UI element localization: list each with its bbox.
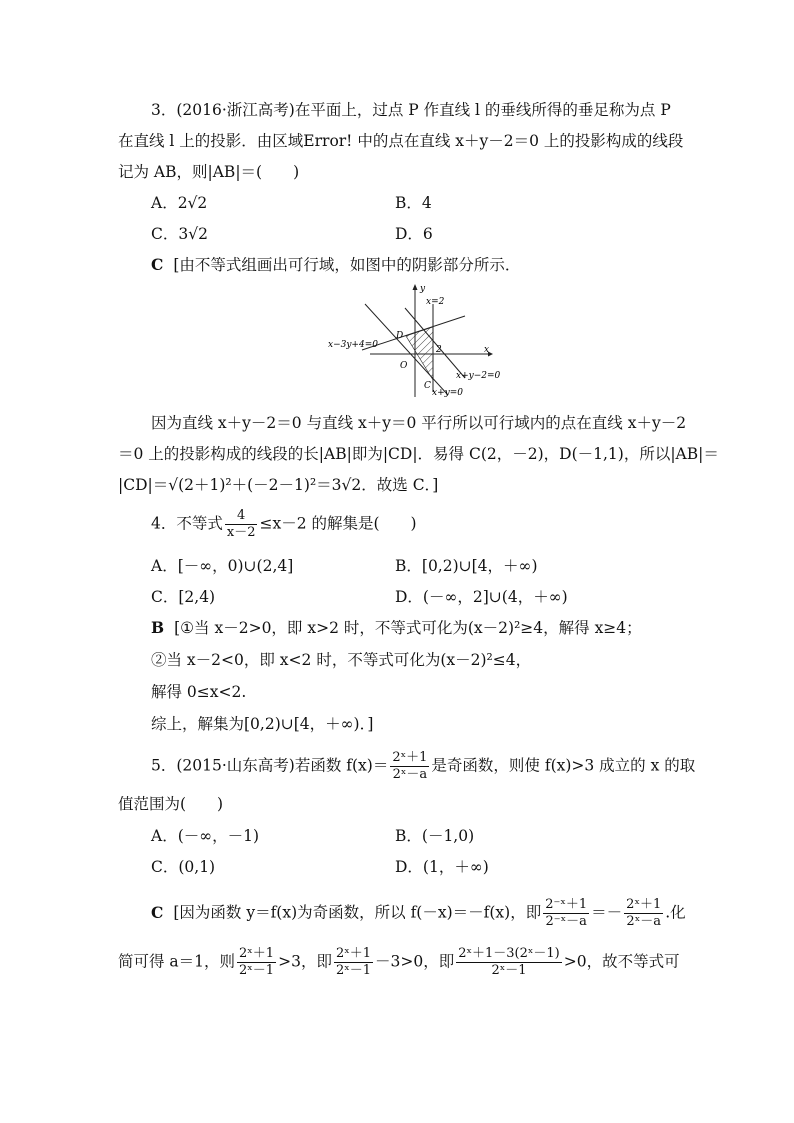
q3-solution-line1 [151, 255, 520, 275]
q3-solution-line3: ＝0 上的投影构成的线段的长|AB|即为|CD|．易得 C(2，－2)，D(－1,1)，所以|AB|＝ [118, 445, 719, 463]
q4-fraction [225, 508, 258, 541]
q3-stem-line2: 在直线 l 上的投影．由区域Error! 中的点在直线 x＋y－2＝0 上的投影构成的线段 [118, 132, 684, 150]
q5-sol2-mid1: >3，即 [278, 952, 332, 971]
q4-solution-line3: 解得 0≤x<2. [151, 683, 247, 701]
q4-answer-letter: B [151, 618, 165, 637]
q5-f4-num: 2ˣ＋1 [335, 946, 372, 961]
y-axis-arrow [413, 284, 418, 290]
q5-f3-den: 2ˣ－1 [239, 963, 275, 978]
q4-option-a: A．[－∞，0)∪(2,4] [151, 557, 294, 575]
q3-solution-line2: 因为直线 x＋y－2＝0 与直线 x＋y＝0 平行所以可行域内的点在直线 x＋y－2 [151, 414, 687, 432]
q5-solution-pre: [因为函数 y＝f(x)为奇函数，所以 f(－x)＝－f(x)，即 [173, 903, 542, 922]
q5-sol2-pre: 简可得 a＝1，则 [118, 952, 236, 971]
q5-option-d: D．(1，＋∞) [395, 858, 489, 876]
q5-f5-num: 2ˣ＋1－3(2ˣ－1) [458, 946, 560, 961]
q3-solution-line4: |CD|＝√(2＋1)²＋(－2－1)²＝3√2．故选 C．] [118, 476, 439, 494]
q3-option-c: C．3√2 [151, 225, 208, 243]
q4-solution-line2: ②当 x－2<0，即 x<2 时，不等式可化为(x－2)²≤4， [151, 651, 532, 669]
q4-stem [151, 508, 417, 541]
q3-option-a: A．2√2 [151, 194, 208, 212]
q4-stem-pre: 4．不等式 [151, 514, 223, 533]
q3-option-b: B．4 [395, 194, 432, 212]
q5-fraction-1 [543, 897, 589, 930]
label-x-equals-2: x=2 [426, 297, 445, 307]
label-origin: O [400, 361, 408, 371]
q3-answer-letter: C [151, 255, 164, 274]
q4-solution-line1 [151, 618, 642, 638]
q3-solution-text: [由不等式组画出可行域，如图中的阴影部分所示． [173, 256, 521, 274]
q4-solution-line4: 综上，解集为[0,2)∪[4，＋∞)．] [151, 715, 374, 733]
q4-option-c: C．[2,4) [151, 588, 216, 606]
q4-option-b: B．[0,2)∪[4，＋∞) [395, 557, 538, 575]
q4-option-d: D．(－∞，2]∪(4，＋∞) [395, 588, 568, 606]
q3-option-d: D．6 [395, 225, 433, 243]
q3-stem-line1: 3．(2016·浙江高考)在平面上，过点 P 作直线 l 的垂线所得的垂足称为点 P [151, 101, 671, 119]
q3-stem-line3: 记为 AB，则|AB|＝( ) [118, 163, 300, 181]
q4-solution-text: [①当 x－2>0，即 x>2 时，不等式可化为(x－2)²≥4，解得 x≥4； [174, 619, 642, 637]
q5-stem-line2: 值范围为( ) [118, 795, 224, 813]
label-y: y [420, 284, 426, 294]
q4-stem-post: ≤x－2 的解集是( ) [259, 514, 417, 533]
q4-frac-den: x－2 [226, 525, 256, 540]
label-line-3: x+y=0 [432, 388, 463, 398]
q5-fraction-2 [624, 897, 663, 930]
q5-f1-den: 2⁻ˣ－a [545, 914, 587, 929]
q5-solution-line2 [118, 946, 680, 979]
q5-fraction-5 [456, 946, 562, 979]
q5-option-a: A．(－∞，－1) [151, 827, 260, 845]
label-x: x [484, 345, 490, 355]
q5-f3-num: 2ˣ＋1 [239, 946, 275, 961]
label-point-d: D [396, 331, 404, 341]
q5-f2-num: 2ˣ＋1 [626, 897, 662, 912]
q5-eq-neg: ＝－ [591, 903, 623, 922]
q5-stem-line1 [151, 750, 695, 783]
label-point-c: C [424, 381, 431, 391]
q5-sol2-mid2: －3>0，即 [375, 952, 455, 971]
q5-frac-den: 2ˣ－a [392, 767, 428, 782]
q5-stem-post: 是奇函数，则使 f(x)>3 成立的 x 的取 [431, 756, 696, 775]
q5-f5-den: 2ˣ－1 [491, 963, 527, 978]
label-line-1: x−3y+4=0 [328, 340, 378, 350]
q5-option-b: B．(－1,0) [395, 827, 475, 845]
q5-fraction-3 [237, 946, 276, 979]
q4-frac-num: 4 [225, 508, 258, 525]
q5-f1-num: 2⁻ˣ＋1 [545, 897, 588, 912]
q5-sol2-post: >0，故不等式可 [563, 952, 680, 971]
label-tick-2: 2 [436, 345, 442, 355]
q5-f2-den: 2ˣ－a [626, 914, 661, 929]
q5-option-c: C．(0,1) [151, 858, 216, 876]
q5-solution-post: .化 [665, 903, 686, 922]
q5-fraction [390, 750, 429, 783]
feasible-region-figure [320, 282, 505, 402]
q5-f4-den: 2ˣ－1 [335, 963, 372, 978]
q5-stem-pre: 5．(2015·山东高考)若函数 f(x)＝ [151, 756, 389, 775]
q5-frac-num: 2ˣ＋1 [392, 750, 428, 765]
q5-solution-line1 [151, 897, 686, 930]
label-line-2: x+y−2=0 [456, 371, 501, 381]
q5-fraction-4 [334, 946, 373, 979]
q5-answer-letter: C [151, 902, 164, 922]
